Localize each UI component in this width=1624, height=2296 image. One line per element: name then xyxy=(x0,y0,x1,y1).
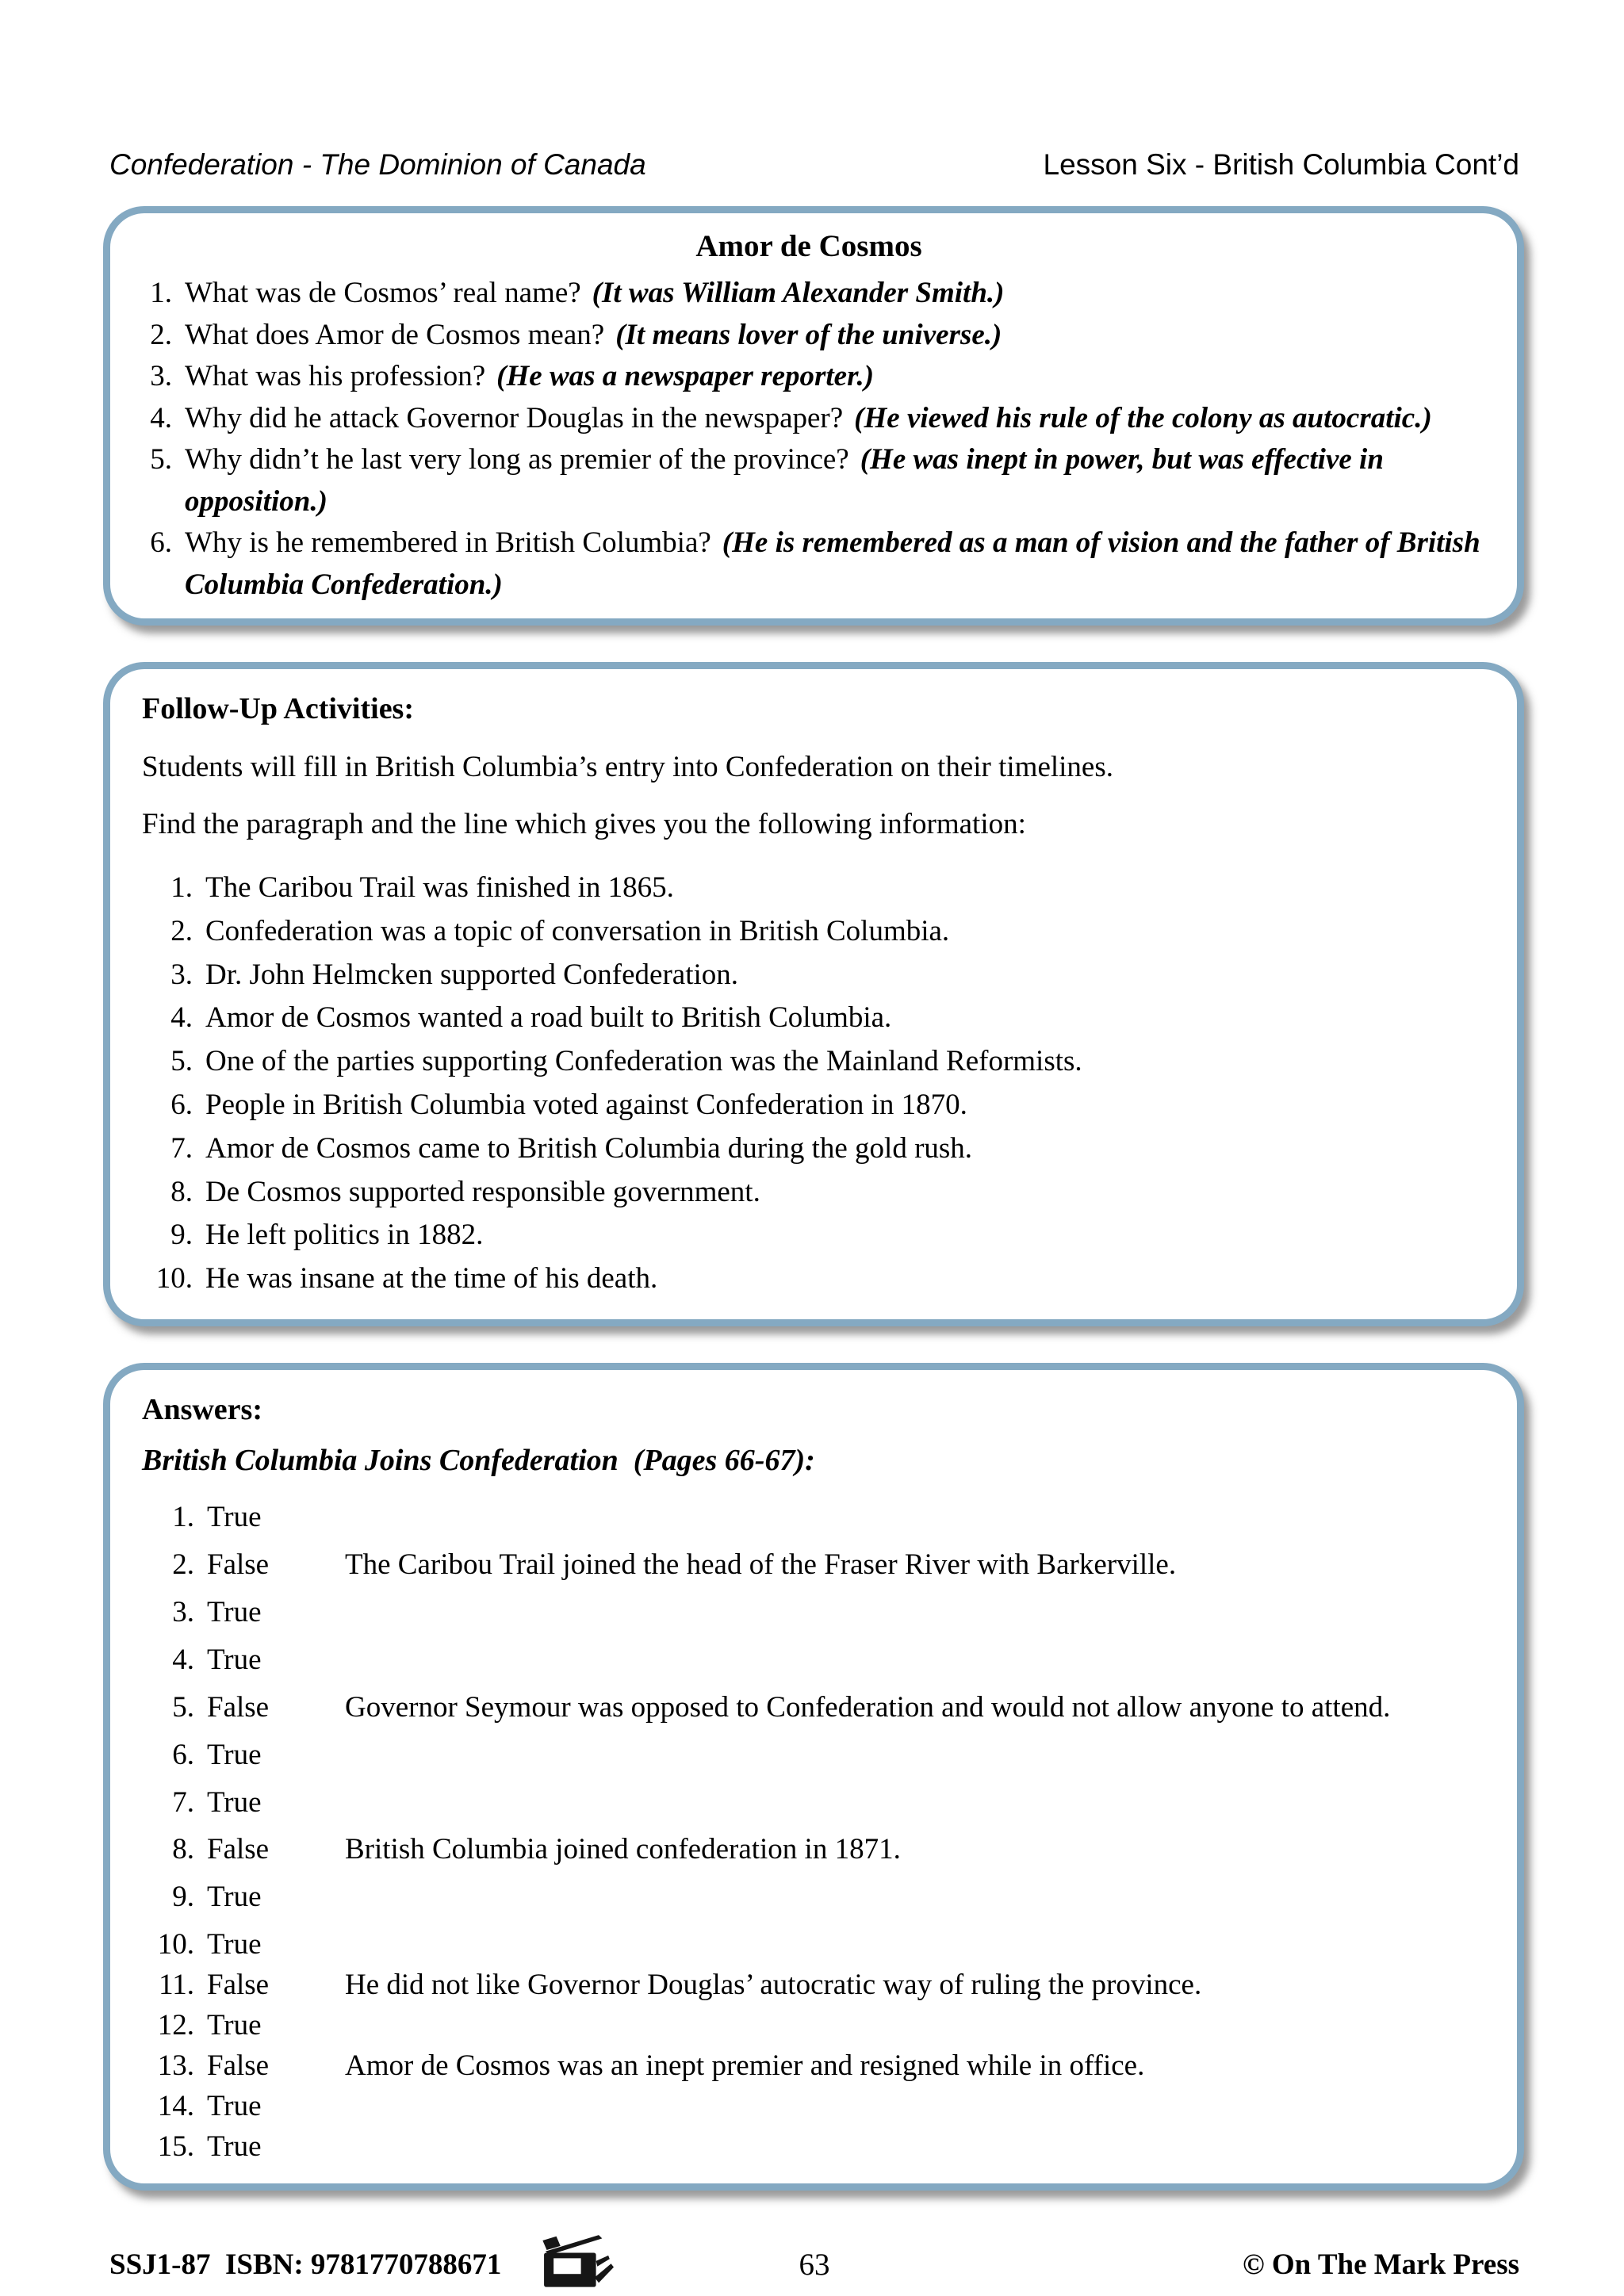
list-item xyxy=(142,1173,1485,1212)
list-item xyxy=(142,869,1485,908)
answer-explanation: He did not like Governor Douglas’ autocratic way of ruling the province. xyxy=(345,1969,1202,2002)
follow-up-heading: Follow-Up Activities: xyxy=(142,692,415,726)
header-book-title: Confederation - The Dominion of Canada xyxy=(109,148,646,181)
answer-number: 5. xyxy=(172,1690,194,1724)
item-number: 2. xyxy=(170,914,193,947)
answer-number: 14. xyxy=(157,2090,194,2123)
item-text: He was insane at the time of his death. xyxy=(205,1262,658,1295)
answer-explanation xyxy=(345,1640,1485,1680)
answer-row xyxy=(142,1545,1485,1585)
question-number: 6. xyxy=(150,526,172,560)
answer-row xyxy=(142,2127,1485,2167)
answer-number: 10. xyxy=(157,1928,194,1961)
answer-explanation: Governor Seymour was opposed to Confederation and would not allow anyone to attend. xyxy=(345,1690,1391,1724)
list-item xyxy=(142,1043,1485,1081)
question-list xyxy=(131,273,1487,606)
answer-explanation xyxy=(345,1593,1485,1632)
answer-row xyxy=(142,1735,1485,1775)
list-item xyxy=(142,999,1485,1038)
item-text: He left politics in 1882. xyxy=(205,1219,484,1252)
list-item xyxy=(142,956,1485,995)
question-text: Why did he attack Governor Douglas in the newspaper? xyxy=(185,401,844,434)
answer-row xyxy=(142,1593,1485,1632)
answer-text: (He viewed his rule of the colony as autocratic.) xyxy=(854,401,1432,434)
answer-explanation xyxy=(345,2127,1485,2167)
answer-explanation xyxy=(345,2006,1485,2045)
answer-value: True xyxy=(207,1881,262,1914)
question-number: 2. xyxy=(150,318,172,351)
item-text: De Cosmos supported responsible government. xyxy=(205,1175,760,1208)
answer-number: 9. xyxy=(172,1881,194,1914)
question-item xyxy=(131,522,1487,606)
amor-de-cosmos-panel xyxy=(103,206,1524,626)
answer-number: 7. xyxy=(172,1785,194,1819)
answer-value: True xyxy=(207,1500,262,1533)
answer-text: (It was William Alexander Smith.) xyxy=(592,277,1005,310)
question-number: 3. xyxy=(150,360,172,393)
question-item xyxy=(131,398,1487,440)
item-text: Dr. John Helmcken supported Confederation. xyxy=(205,958,739,991)
answer-text: (He was a newspaper reporter.) xyxy=(496,360,875,393)
answer-row xyxy=(142,1965,1485,2005)
answer-number: 8. xyxy=(172,1833,194,1866)
question-content xyxy=(185,522,1487,606)
question-item xyxy=(131,356,1487,398)
answer-explanation xyxy=(345,1783,1485,1823)
list-item xyxy=(142,1130,1485,1169)
answer-value: True xyxy=(207,2090,262,2123)
answer-value: False xyxy=(207,1548,270,1581)
question-item xyxy=(131,439,1487,522)
answers-heading: Answers: xyxy=(142,1393,262,1427)
answer-explanation: Amor de Cosmos was an inept premier and resigned while in office. xyxy=(345,2049,1145,2083)
question-item xyxy=(131,273,1487,315)
answer-row xyxy=(142,1783,1485,1823)
answer-number: 13. xyxy=(157,2049,194,2083)
answer-row xyxy=(142,1830,1485,1869)
page-footer xyxy=(109,2232,1519,2296)
item-number: 1. xyxy=(170,871,193,904)
item-number: 4. xyxy=(170,1001,193,1035)
answer-number: 6. xyxy=(172,1738,194,1771)
item-text: One of the parties supporting Confederation was the Mainland Reformists. xyxy=(205,1045,1082,1078)
answer-row xyxy=(142,1640,1485,1680)
answer-value: False xyxy=(207,2049,270,2083)
list-item xyxy=(142,1216,1485,1255)
follow-up-instruction: Find the paragraph and the line which gives you the following information: xyxy=(142,807,1026,840)
answer-value: False xyxy=(207,1833,270,1866)
question-text: Why didn’t he last very long as premier of the province? xyxy=(185,443,849,476)
question-number: 4. xyxy=(150,401,172,434)
answer-value: False xyxy=(207,1690,270,1724)
question-content xyxy=(185,398,1487,440)
answer-row xyxy=(142,1925,1485,1965)
question-number: 1. xyxy=(150,277,172,310)
product-code: SSJ1-87 ISBN: 9781770788671 xyxy=(109,2248,502,2282)
answer-number: 1. xyxy=(172,1500,194,1533)
answer-value: True xyxy=(207,2009,262,2042)
answers-subheading: British Columbia Joins Confederation (Pages 66-67): xyxy=(142,1443,815,1477)
answers-panel xyxy=(103,1363,1524,2191)
item-text: Amor de Cosmos came to British Columbia during the gold rush. xyxy=(205,1131,973,1165)
item-number: 6. xyxy=(170,1089,193,1121)
item-number: 8. xyxy=(170,1175,193,1208)
item-number: 9. xyxy=(170,1219,193,1252)
question-content xyxy=(185,273,1487,315)
follow-up-list xyxy=(142,869,1485,1299)
answer-row xyxy=(142,1688,1485,1728)
answer-value: True xyxy=(207,1595,262,1628)
answer-explanation xyxy=(345,2087,1485,2126)
answer-text: (He was inept in power, but was effective in opposition.) xyxy=(185,443,1384,518)
answer-explanation xyxy=(345,1925,1485,1965)
item-number: 5. xyxy=(170,1045,193,1078)
answer-explanation xyxy=(345,1877,1485,1917)
follow-up-activities-panel xyxy=(103,662,1524,1326)
answer-explanation: The Caribou Trail joined the head of the Fraser River with Barkerville. xyxy=(345,1548,1177,1581)
list-item xyxy=(142,1260,1485,1299)
question-text: What was de Cosmos’ real name? xyxy=(185,277,581,310)
question-number: 5. xyxy=(150,443,172,476)
answer-row xyxy=(142,2006,1485,2045)
item-number: 10. xyxy=(155,1262,193,1295)
header-lesson-title: Lesson Six - British Columbia Cont’d xyxy=(1043,148,1519,181)
item-text: Confederation was a topic of conversation in British Columbia. xyxy=(205,914,950,947)
answer-explanation: British Columbia joined confederation in 1871. xyxy=(345,1833,901,1866)
answer-row xyxy=(142,1877,1485,1917)
list-item xyxy=(142,913,1485,951)
item-text: The Caribou Trail was finished in 1865. xyxy=(205,871,674,904)
page-header xyxy=(109,147,1519,182)
question-text: What was his profession? xyxy=(185,360,486,393)
question-item xyxy=(131,315,1487,357)
page-number: 63 xyxy=(799,2248,830,2283)
answer-row xyxy=(142,2046,1485,2086)
question-text: Why is he remembered in British Columbia? xyxy=(185,526,711,560)
item-number: 7. xyxy=(170,1131,193,1165)
item-text: People in British Columbia voted against Confederation in 1870. xyxy=(205,1089,967,1121)
answer-explanation xyxy=(345,1498,1485,1537)
answer-value: True xyxy=(207,1643,262,1676)
answer-row xyxy=(142,1498,1485,1537)
answer-text: (He is remembered as a man of vision and the father of British Columbia Confederation.) xyxy=(185,526,1480,601)
answer-value: True xyxy=(207,1738,262,1771)
answer-explanation xyxy=(345,1735,1485,1775)
copyright-notice: © On The Mark Press xyxy=(1242,2248,1519,2282)
list-item xyxy=(142,1086,1485,1125)
answer-value: True xyxy=(207,1785,262,1819)
answer-row xyxy=(142,2087,1485,2126)
question-content xyxy=(185,439,1487,522)
question-content xyxy=(185,315,1487,357)
item-text: Amor de Cosmos wanted a road built to British Columbia. xyxy=(205,1001,892,1035)
question-content xyxy=(185,356,1487,398)
follow-up-intro: Students will fill in British Columbia’s entry into Confederation on their timelines. xyxy=(142,750,1113,783)
answer-number: 11. xyxy=(159,1969,194,2002)
answer-value: True xyxy=(207,1928,262,1961)
answer-number: 3. xyxy=(172,1595,194,1628)
item-number: 3. xyxy=(170,958,193,991)
answer-number: 12. xyxy=(157,2009,194,2042)
answer-value: False xyxy=(207,1969,270,2002)
question-text: What does Amor de Cosmos mean? xyxy=(185,318,605,351)
answer-text: (It means lover of the universe.) xyxy=(615,318,1002,351)
answer-number: 2. xyxy=(172,1548,194,1581)
panel-title: Amor de Cosmos xyxy=(695,229,922,264)
answers-list xyxy=(142,1498,1485,2167)
answer-number: 4. xyxy=(172,1643,194,1676)
answer-value: True xyxy=(207,2130,262,2164)
answer-number: 15. xyxy=(157,2130,194,2164)
